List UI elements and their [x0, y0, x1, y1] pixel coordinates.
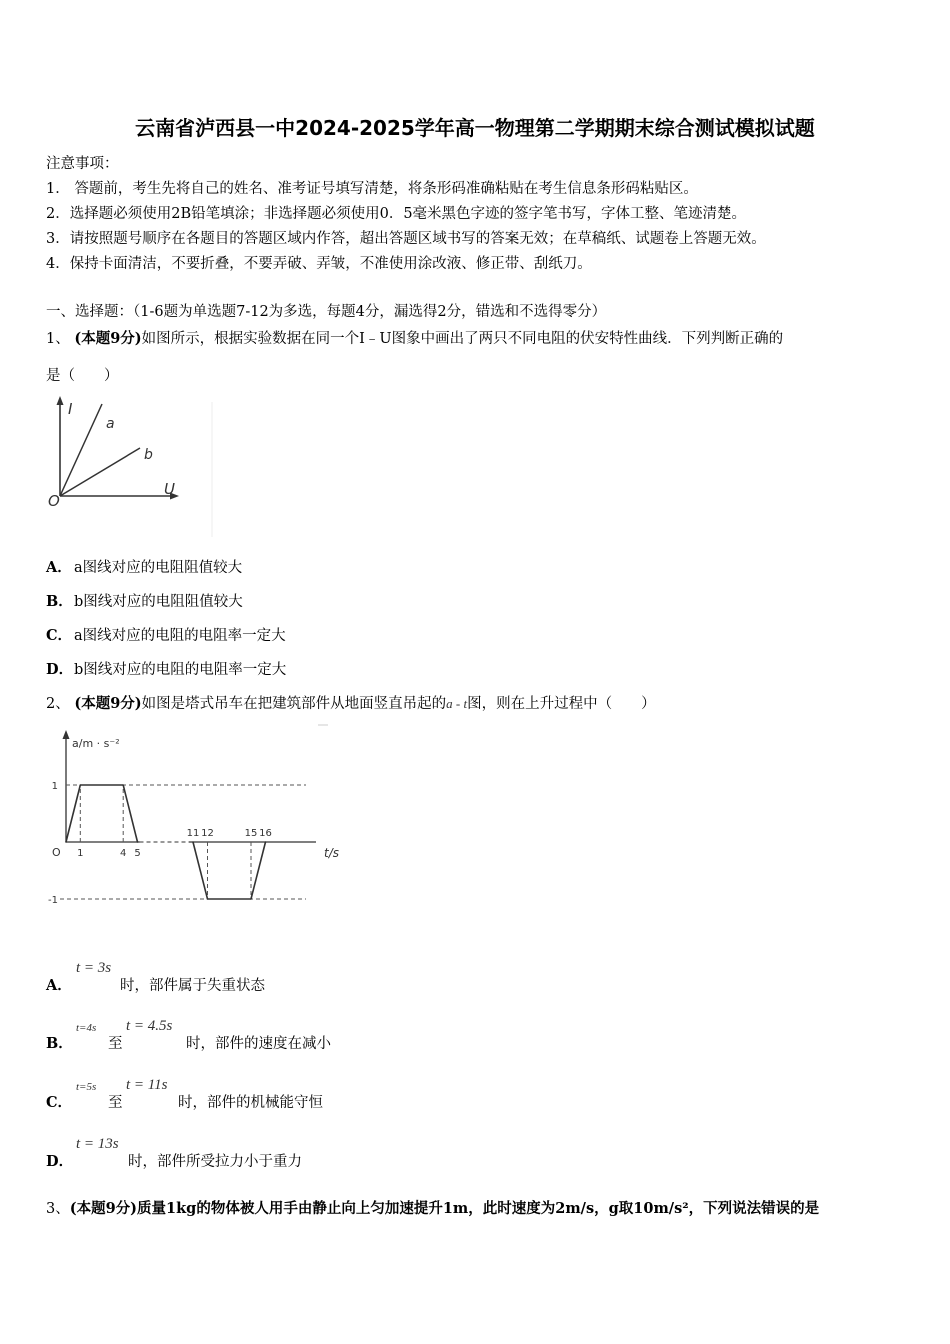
question-2-stem — [46, 692, 656, 713]
option-label: C． — [46, 1094, 73, 1111]
option-label: B． — [46, 593, 73, 610]
option-text: 时，部件所受拉力小于重力 — [128, 1154, 302, 1170]
question-1-stem-line2: 是（ ） — [46, 368, 119, 384]
option-label: A． — [46, 559, 72, 576]
option-text: 时，部件的机械能守恒 — [178, 1095, 323, 1111]
section-heading: 一、选择题：（1-6题为单选题7-12为多选，每题4分，漏选得2分，错选和不选得零分） — [46, 304, 607, 320]
x-tick-label: 15 — [244, 828, 258, 839]
math-at: a - t — [446, 696, 468, 711]
data-segment — [66, 785, 80, 842]
data-point — [250, 898, 252, 900]
option-math-2: t = 4.5s — [126, 1018, 173, 1034]
y-axis-label: a/m · s⁻² — [72, 737, 120, 750]
option-c[interactable] — [46, 624, 286, 645]
data-point — [65, 841, 67, 843]
option-text: 时，部件的速度在减小 — [186, 1036, 331, 1052]
data-point — [137, 841, 139, 843]
i-axis-arrow — [57, 396, 64, 405]
option-b[interactable] — [46, 590, 243, 611]
x-tick-label: 1 — [77, 848, 84, 859]
iu-graph-figure — [40, 392, 220, 542]
option-d[interactable] — [46, 658, 286, 679]
x-tick-label: 4 — [120, 848, 127, 859]
question-text: 如图是塔式吊车在把建筑部件从地面竖直吊起的 — [141, 696, 447, 712]
question-1-stem — [46, 327, 783, 348]
question-score: (本题9分) — [69, 1200, 138, 1217]
notice-item: 4．保持卡面清洁，不要折叠，不要弄破、弄皱，不准使用涂改液、修正带、刮纸刀。 — [46, 256, 592, 272]
x-axis-label: t/s — [324, 846, 339, 860]
option-text: a图线对应的电阻的电阻率一定大 — [74, 628, 286, 644]
option-text: b图线对应的电阻阻值较大 — [74, 594, 243, 610]
notice-item: 1． 答题前，考生先将自己的姓名、准考证号填写清楚，将条形码准确粘贴在考生信息条形码粘贴区。 — [46, 181, 698, 197]
u-axis-label: U — [164, 480, 175, 498]
option-label: D． — [46, 661, 74, 678]
option-mid: 至 — [108, 1095, 123, 1111]
option-text: b图线对应的电阻的电阻率一定大 — [74, 662, 287, 678]
notice-item: 2．选择题必须使用2B铅笔填涂；非选择题必须使用0．5毫米黑色字迹的签字笔书写，字体工整、笔迹清楚。 — [46, 206, 747, 222]
option-mid: 至 — [108, 1036, 123, 1052]
question-text: 质量1kg的物体被人用手由静止向上匀加速提升1m，此时速度为2m/s，g取10m/s²，下列说法错误的是 — [137, 1200, 820, 1217]
data-point — [265, 841, 267, 843]
x-tick-label: 12 — [201, 828, 214, 839]
question-text: 如图所示，根据实验数据在同一个I﹣U图象中画出了两只不同电阻的伏安特性曲线．下列判断正确的 — [141, 331, 784, 347]
line-b-label: b — [144, 447, 153, 463]
line-a-label: a — [106, 416, 115, 432]
at-chart — [46, 722, 356, 932]
line-b — [60, 448, 140, 496]
data-segment — [123, 785, 137, 842]
data-segment — [251, 842, 266, 899]
x-tick-label: 16 — [259, 828, 272, 839]
option-math: t=4s — [76, 1022, 97, 1034]
origin-label: O — [48, 492, 60, 510]
line-a — [60, 404, 102, 496]
y-tick-label: -1 — [48, 895, 58, 906]
option-label: D． — [46, 1153, 74, 1170]
question-3-stem — [46, 1197, 819, 1218]
option-math: t=5s — [76, 1081, 97, 1093]
question-number: 2、 — [46, 696, 70, 712]
question-text-tail: 图，则在上升过程中（ ） — [467, 696, 656, 712]
x-tick-label: 5 — [134, 848, 141, 859]
question-number: 1、 — [46, 331, 70, 347]
notice-item: 3．请按照题号顺序在各题目的答题区域内作答，超出答题区域书写的答案无效；在草稿纸、试题卷上答题无效。 — [46, 231, 766, 247]
x-tick-label: 11 — [186, 828, 200, 839]
origin-label: O — [52, 846, 61, 859]
page-title: 云南省泸西县一中2024-2025学年高一物理第二学期期末综合测试模拟试题 — [135, 116, 815, 140]
option-label: B． — [46, 1035, 73, 1052]
option-text: a图线对应的电阻阻值较大 — [74, 560, 243, 576]
data-point — [122, 784, 124, 786]
question-score: (本题9分) — [74, 695, 142, 712]
data-point — [80, 784, 82, 786]
question-number: 3、 — [46, 1201, 70, 1217]
option-label: C． — [46, 627, 73, 644]
data-point — [192, 841, 194, 843]
data-segment — [193, 842, 208, 899]
y-tick-label: 1 — [51, 781, 58, 792]
option-label: A． — [46, 977, 72, 994]
option-math-2: t = 11s — [126, 1077, 168, 1093]
option-math: t = 13s — [76, 1136, 119, 1152]
y-axis-arrow — [63, 730, 70, 739]
data-point — [207, 898, 209, 900]
notice-heading: 注意事项： — [46, 156, 119, 172]
i-axis-label: I — [68, 400, 73, 418]
option-math: t = 3s — [76, 960, 112, 976]
option-a[interactable] — [46, 556, 242, 577]
question-score: (本题9分) — [74, 330, 142, 347]
option-text: 时，部件属于失重状态 — [120, 978, 265, 994]
